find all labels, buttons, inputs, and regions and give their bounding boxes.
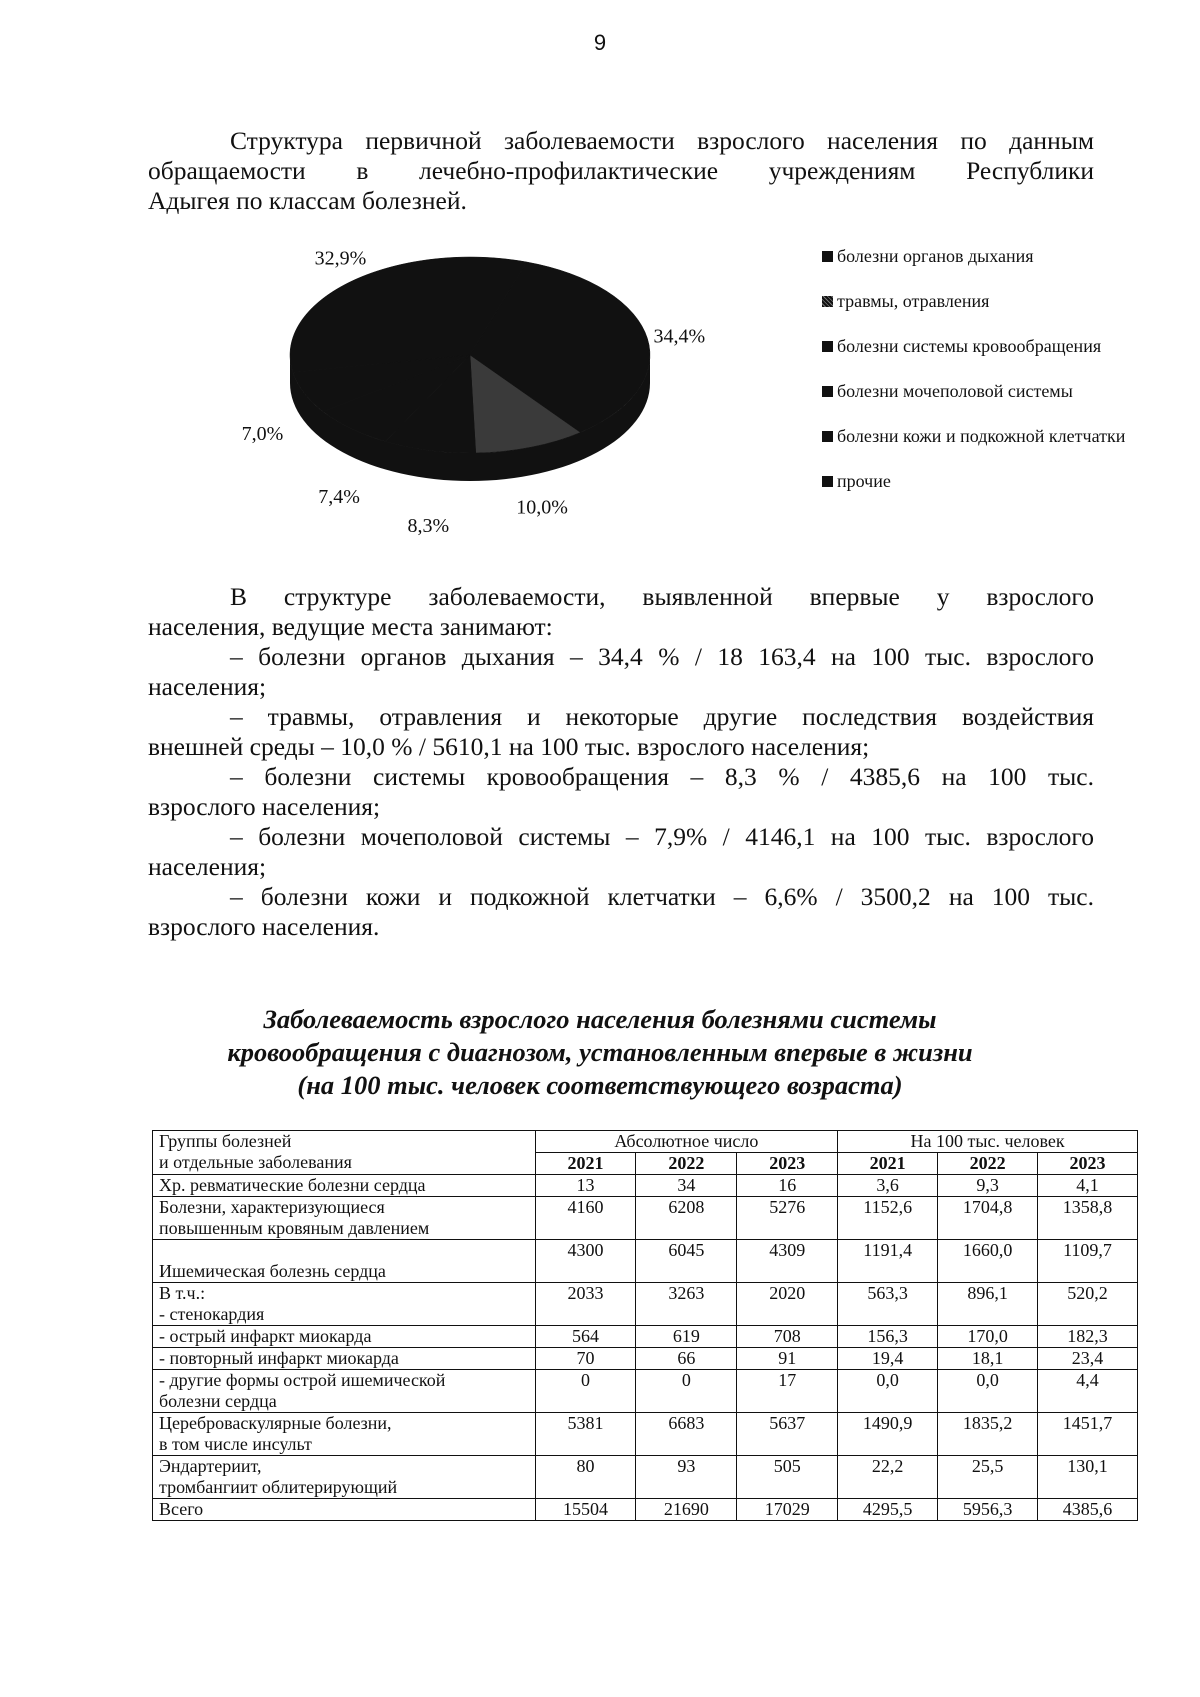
- row-value: 9,3: [938, 1175, 1038, 1197]
- legend-swatch-icon: [822, 386, 833, 397]
- table-row: [153, 1413, 1138, 1456]
- pie-slice-label: 7,0%: [241, 423, 284, 446]
- row-value: 4385,6: [1038, 1499, 1138, 1521]
- intro-line: Структура первичной заболеваемости взрослого населения по данным: [230, 126, 1094, 155]
- legend-item: [822, 426, 1125, 447]
- legend-item: [822, 246, 1034, 267]
- row-value: 19,4: [838, 1348, 938, 1370]
- row-value: 2020: [737, 1283, 838, 1326]
- table-row: [153, 1326, 1138, 1348]
- row-value: 708: [737, 1326, 838, 1348]
- row-value: 1109,7: [1038, 1240, 1138, 1283]
- table-title-line: Заболеваемость взрослого населения болезнями системы: [263, 1004, 937, 1034]
- row-name-line: Хр. ревматические болезни сердца: [159, 1175, 426, 1195]
- group-header-line: и отдельные заболевания: [159, 1152, 352, 1172]
- group-header-line: Группы болезней: [159, 1131, 292, 1151]
- row-value: 1835,2: [938, 1413, 1038, 1456]
- legend-swatch-icon: [822, 341, 833, 352]
- row-value: 2033: [535, 1283, 636, 1326]
- legend-swatch-icon: [822, 476, 833, 487]
- row-value: 130,1: [1038, 1456, 1138, 1499]
- row-name: [153, 1326, 536, 1348]
- row-value: 5276: [737, 1197, 838, 1240]
- row-name: [153, 1499, 536, 1521]
- row-value: 6683: [636, 1413, 737, 1456]
- row-name-line: болезни сердца: [159, 1391, 277, 1411]
- pie-slice-label: 8,3%: [407, 515, 450, 538]
- row-name: [153, 1456, 536, 1499]
- structure-line: – травмы, отравления и некоторые другие последствия воздействия: [230, 702, 1094, 731]
- structure-paragraph: [148, 582, 1094, 942]
- table-row: [153, 1456, 1138, 1499]
- year-header: 2021: [838, 1153, 938, 1175]
- row-value: 4,4: [1038, 1370, 1138, 1413]
- structure-line: населения;: [148, 672, 267, 701]
- row-name-line: в том числе инсульт: [159, 1434, 312, 1454]
- row-value: 1358,8: [1038, 1197, 1138, 1240]
- row-value: 17029: [737, 1499, 838, 1521]
- row-value: 619: [636, 1326, 737, 1348]
- table-title-line: кровообращения с диагнозом, установленным впервые в жизни: [227, 1037, 973, 1067]
- structure-line: внешней среды – 10,0 % / 5610,1 на 100 тыс. взрослого населения;: [148, 732, 870, 761]
- page-number: 9: [593, 30, 607, 55]
- year-header: 2022: [938, 1153, 1038, 1175]
- legend-swatch-icon: [822, 251, 833, 262]
- structure-line: – болезни органов дыхания – 34,4 % / 18 163,4 на 100 тыс. взрослого: [230, 642, 1094, 671]
- row-value: 6045: [636, 1240, 737, 1283]
- row-name-line: - стенокардия: [159, 1304, 265, 1324]
- row-name-line: - повторный инфаркт миокарда: [159, 1348, 399, 1368]
- year-header: 2021: [535, 1153, 636, 1175]
- row-value: 22,2: [838, 1456, 938, 1499]
- row-name-line: повышенным кровяным давлением: [159, 1218, 430, 1238]
- legend-label: болезни мочеполовой системы: [837, 381, 1073, 401]
- row-value: 0: [636, 1370, 737, 1413]
- row-name: [153, 1240, 536, 1283]
- table-title-line: (на 100 тыс. человек соответствующего возраста): [297, 1070, 903, 1100]
- structure-line: взрослого населения.: [148, 912, 380, 941]
- structure-line: – болезни кожи и подкожной клетчатки – 6,6% / 3500,2 на 100 тыс.: [230, 882, 1094, 911]
- pie-slice-label: 32,9%: [314, 247, 367, 270]
- legend-swatch-icon: [822, 296, 833, 307]
- row-value: 563,3: [838, 1283, 938, 1326]
- row-value: 0,0: [938, 1370, 1038, 1413]
- row-value: 6208: [636, 1197, 737, 1240]
- row-name-line: Цереброваскулярные болезни,: [159, 1413, 392, 1433]
- legend-swatch-icon: [822, 431, 833, 442]
- structure-line: В структуре заболеваемости, выявленной впервые у взрослого: [230, 582, 1094, 611]
- row-name-line: Эндартериит,: [159, 1456, 262, 1476]
- table-row: [153, 1240, 1138, 1283]
- row-value: 1704,8: [938, 1197, 1038, 1240]
- row-value: 1451,7: [1038, 1413, 1138, 1456]
- row-value: 91: [737, 1348, 838, 1370]
- row-value: 18,1: [938, 1348, 1038, 1370]
- row-value: 4160: [535, 1197, 636, 1240]
- row-value: 182,3: [1038, 1326, 1138, 1348]
- row-value: 4309: [737, 1240, 838, 1283]
- row-value: 13: [535, 1175, 636, 1197]
- row-value: 4295,5: [838, 1499, 938, 1521]
- pie-slice-label: 7,4%: [318, 485, 360, 508]
- row-value: 25,5: [938, 1456, 1038, 1499]
- intro-paragraph: [148, 126, 1094, 216]
- disease-table: [152, 1130, 1138, 1521]
- table-row: [153, 1499, 1138, 1521]
- row-value: 5956,3: [938, 1499, 1038, 1521]
- row-name-line: - острый инфаркт миокарда: [159, 1326, 372, 1346]
- legend-label: болезни органов дыхания: [837, 246, 1034, 266]
- row-value: 0,0: [838, 1370, 938, 1413]
- row-value: 896,1: [938, 1283, 1038, 1326]
- legend-label: болезни кожи и подкожной клетчатки: [837, 426, 1126, 446]
- row-name-line: Болезни, характеризующиеся: [159, 1197, 385, 1217]
- legend-item: [822, 381, 1073, 402]
- table-row: [153, 1348, 1138, 1370]
- table-header-row: [153, 1131, 1138, 1153]
- row-name-line: Всего: [159, 1499, 204, 1519]
- row-value: 5637: [737, 1413, 838, 1456]
- row-value: 4,1: [1038, 1175, 1138, 1197]
- pie-chart: [241, 245, 790, 538]
- table-title: [150, 1003, 1050, 1102]
- row-value: 93: [636, 1456, 737, 1499]
- intro-line: обращаемости в лечебно-профилактические учреждениям Республики: [148, 156, 1094, 185]
- legend-label: травмы, отравления: [837, 291, 990, 311]
- row-value: 1660,0: [938, 1240, 1038, 1283]
- table-row: [153, 1175, 1138, 1197]
- row-value: 1152,6: [838, 1197, 938, 1240]
- structure-line: – болезни мочеполовой системы – 7,9% / 4146,1 на 100 тыс. взрослого: [230, 822, 1094, 851]
- table-row: [153, 1197, 1138, 1240]
- legend-item: [822, 471, 891, 492]
- legend-label: болезни системы кровообращения: [837, 336, 1102, 356]
- row-value: 34: [636, 1175, 737, 1197]
- row-value: 1191,4: [838, 1240, 938, 1283]
- row-value: 520,2: [1038, 1283, 1138, 1326]
- row-value: 80: [535, 1456, 636, 1499]
- row-value: 156,3: [838, 1326, 938, 1348]
- row-name-line: [159, 1240, 529, 1261]
- structure-line: взрослого населения;: [148, 792, 381, 821]
- pie-slice-label: 34,4%: [653, 325, 706, 348]
- row-value: 170,0: [938, 1326, 1038, 1348]
- year-header: 2023: [737, 1153, 838, 1175]
- table-row: [153, 1370, 1138, 1413]
- row-name-line: тромбангиит облитерирующий: [159, 1477, 398, 1497]
- row-value: 564: [535, 1326, 636, 1348]
- row-value: 5381: [535, 1413, 636, 1456]
- row-value: 70: [535, 1348, 636, 1370]
- row-value: 66: [636, 1348, 737, 1370]
- row-value: 17: [737, 1370, 838, 1413]
- table-row: [153, 1283, 1138, 1326]
- year-header: 2023: [1038, 1153, 1138, 1175]
- table-body: [153, 1175, 1138, 1521]
- row-value: 0: [535, 1370, 636, 1413]
- row-value: 1490,9: [838, 1413, 938, 1456]
- row-value: 3,6: [838, 1175, 938, 1197]
- intro-line: Адыгея по классам болезней.: [148, 186, 467, 215]
- row-name: [153, 1413, 536, 1456]
- row-value: 3263: [636, 1283, 737, 1326]
- row-name: [153, 1348, 536, 1370]
- legend-label: прочие: [837, 471, 891, 491]
- row-value: 21690: [636, 1499, 737, 1521]
- pie-slice-label: 10,0%: [516, 496, 568, 519]
- legend-item: [822, 336, 1101, 357]
- row-name-line: Ишемическая болезнь сердца: [159, 1261, 386, 1281]
- row-name: [153, 1283, 536, 1326]
- structure-line: населения, ведущие места занимают:: [148, 612, 553, 641]
- row-value: 15504: [535, 1499, 636, 1521]
- row-value: 505: [737, 1456, 838, 1499]
- row-name: [153, 1175, 536, 1197]
- structure-line: населения;: [148, 852, 267, 881]
- row-name: [153, 1197, 536, 1240]
- row-value: 16: [737, 1175, 838, 1197]
- row-value: 4300: [535, 1240, 636, 1283]
- year-header: 2022: [636, 1153, 737, 1175]
- row-name-line: - другие формы острой ишемической: [159, 1370, 446, 1390]
- row-name: [153, 1370, 536, 1413]
- abs-header: Абсолютное число: [535, 1131, 838, 1153]
- structure-line: – болезни системы кровообращения – 8,3 % / 4385,6 на 100 тыс.: [230, 762, 1094, 791]
- group-header: [153, 1131, 536, 1175]
- row-value: 23,4: [1038, 1348, 1138, 1370]
- legend-item: [822, 291, 989, 312]
- row-name-line: В т.ч.:: [159, 1283, 206, 1303]
- per100k-header: На 100 тыс. человек: [838, 1131, 1138, 1153]
